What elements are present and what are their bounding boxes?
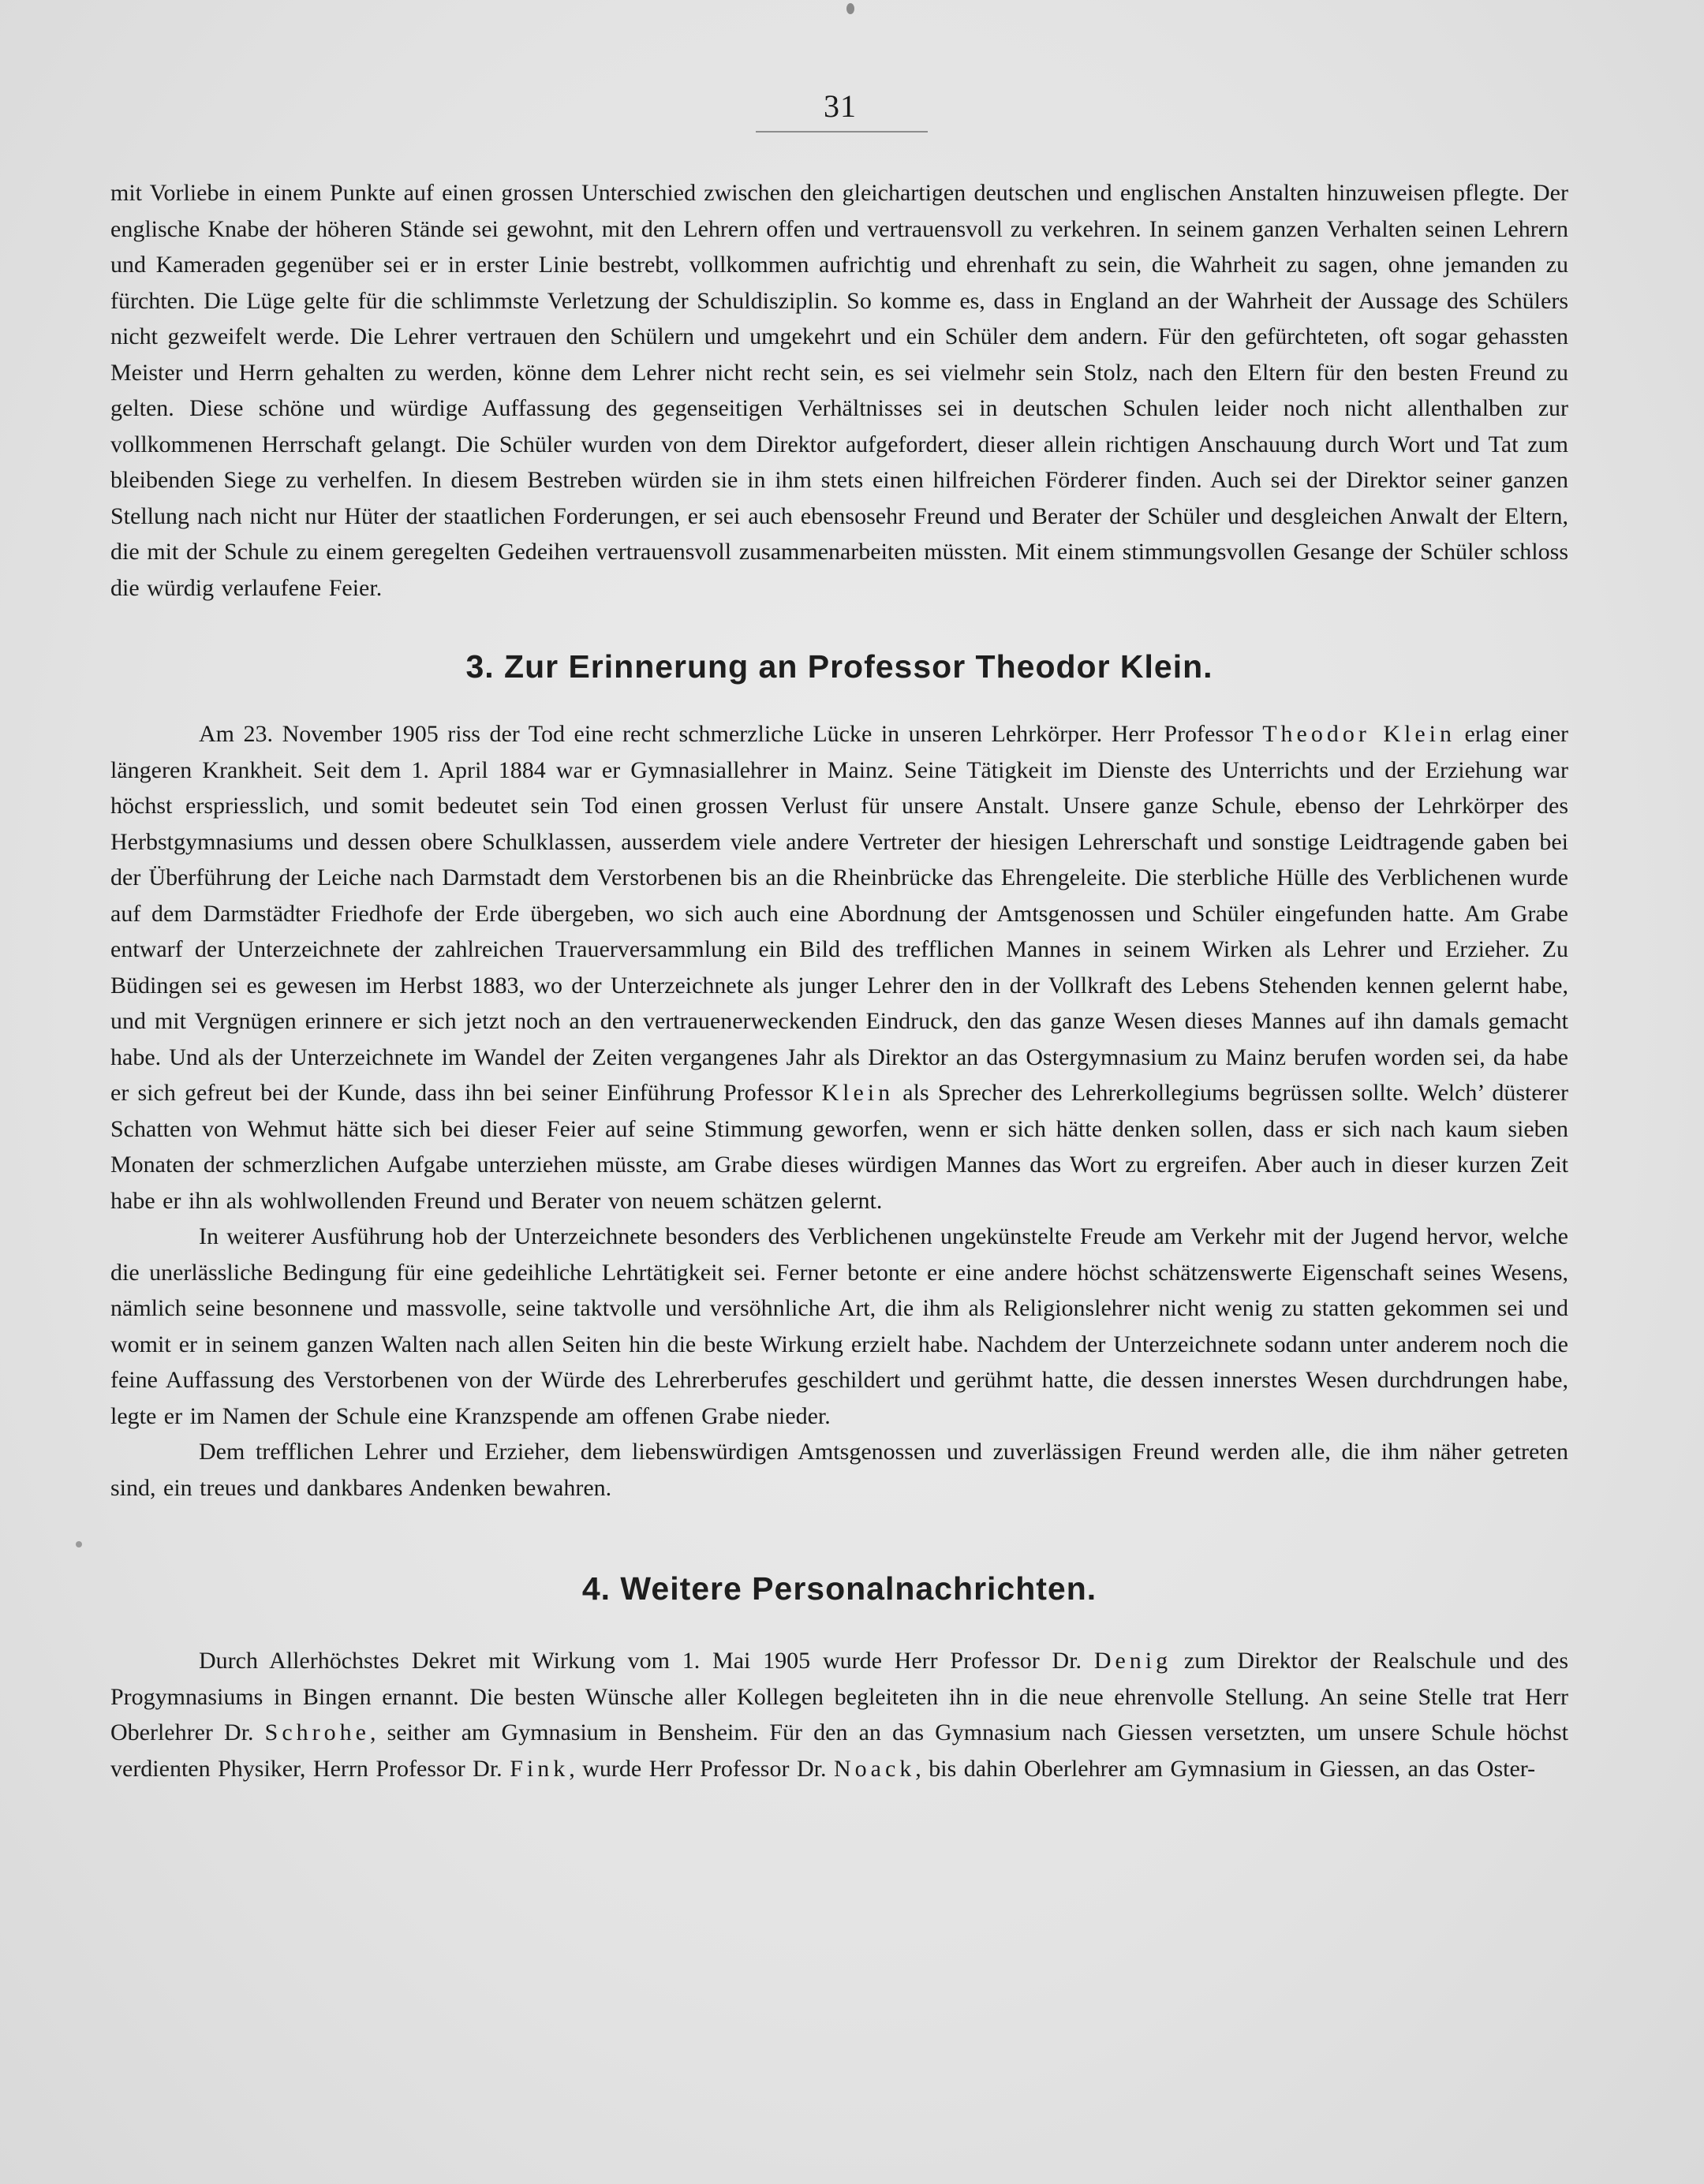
text-run: erlag einer längeren Krankheit. Seit dem 1. April 1884 war er Gymnasiallehrer in Mainz. Seine Tätigkeit im Dienste des Unterrichts und der Erziehung war höchst erspriesslich, und somit bedeutet sein Tod einen grossen Verlust für unsere Anstalt. Unsere ganze Schule, ebenso der Lehrkörper des Herbstgymnasiums und dessen obere Schulklassen, ausserdem viele andere Vertreter der hiesigen Lehrerschaft und sonstige Leidtragende gaben bei der Überführung der Leiche nach Darmstadt dem Verstorbenen bis an die Rheinbrücke das Ehrengeleite. Die sterbliche Hülle des Verblichenen wurde auf dem Darmstädter Friedhofe der Erde übergeben, wo sich auch eine Abordnung der Amtsgenossen und Schüler eingefunden hatte. Am Grabe entwarf der Unterzeichnete der zahlreichen Trauerversammlung ein Bild des trefflichen Mannes in seinem Wirken als Lehrer und Erzieher. Zu Büdingen sei es gewesen im Herbst 1883, wo der Unterzeichnete als junger Lehrer den in der Vollkraft des Lebens Stehenden kennen gelernt habe, und mit Vergnügen erinnere er sich jetzt noch an den vertrauenerweckenden Eindruck, den das ganze Wesen dieses Mannes auf ihn damals gemacht habe. Und als der Unterzeichnete im Wandel der Zeiten vergangenes Jahr als Direktor an das Ostergymnasium zu Mainz berufen worden sei, da habe er sich gefreut bei der Kunde, dass ihn bei seiner Einführung Professor [110, 721, 1569, 1106]
scan-speck [76, 1541, 82, 1547]
text-run: , seither am Gymnasium in Bensheim. Für den an das Gymnasium nach Giessen versetzten, um unsere Schule höchst verdienten Physiker, Herrn Professor Dr. [110, 1719, 1568, 1782]
section3-paragraph-3: Dem trefflichen Lehrer und Erzieher, dem liebenswürdigen Amtsgenossen und zuverlässigen Freund werden alle, die ihm näher getreten sind, ein treues und dankbares Andenken bewahren. [110, 1439, 1568, 1501]
page-content [110, 175, 1568, 1786]
scan-speck [846, 3, 854, 14]
intro-paragraph: mit Vorliebe in einem Punkte auf einen grossen Unterschied zwischen den gleichartigen deutschen und englischen Anstalten hinzuweisen pflegte. Der englische Knabe der höheren Stände sei gewohnt, mit den Lehrern offen und vertrauensvoll zu verkehren. In seinem ganzen Verhalten seinen Lehrern und Kameraden gegenüber sei er in erster Linie bestrebt, vollkommen aufrichtig und ehrenhaft zu sein, die Wahrheit zu sagen, ohne jemanden zu fürchten. Die Lüge gelte für die schlimmste Verletzung der Schuldisziplin. So komme es, dass in England an der Wahrheit der Aussage des Schülers nicht gezweifelt werde. Die Lehrer vertrauen den Schülern und umgekehrt und ein Schüler dem andern. Für den gefürchteten, oft sogar gehassten Meister und Herrn gehalten zu werden, könne dem Lehrer nicht recht sein, es sei vielmehr sein Stolz, nach den Eltern für den besten Freund zu gelten. Diese schöne und würdige Auffassung des gegenseitigen Verhältnisses sei in deutschen Schulen leider noch nicht allenthalben zur vollkommenen Herrschaft gelangt. Die Schüler wurden von dem Direktor aufgefordert, dieser allein richtigen Anschauung durch Wort und Tat zum bleibenden Siege zu verhelfen. In diesem Bestreben würden sie in ihm stets einen hilfreichen Förderer finden. Auch sei der Direktor seiner ganzen Stellung nach nicht nur Hüter der staatlichen Forderungen, er sei auch ebensosehr Freund und Berater der Schüler und desgleichen Anwalt der Eltern, die mit der Schule zu einem geregelten Gedeihen vertrauensvoll zusammenarbeiten müssten. Mit einem stimmungsvollen Gesange der Schüler schloss die würdig verlaufene Feier. [110, 180, 1568, 601]
text-run: , wurde Herr Professor Dr. [569, 1755, 834, 1782]
section3-paragraph-2: In weiterer Ausführung hob der Unterzeichnete besonders des Verblichenen ungekünstelte Freude am Verkehr mit der Jugend hervor, welche die unerlässliche Bedingung für eine gedeihliche Lehrtätigkeit sei. Ferner betonte er eine andere höchst schätzenswerte Eigenschaft seines Wesens, nämlich seine besonnene und massvolle, seine taktvolle und versöhnliche Art, die ihm als Religionslehrer nicht wenig zu statten gekommen sei und womit er in seinem ganzen Walten nach allen Seiten hin die beste Wirkung erzielt habe. Nachdem der Unterzeichnete sodann unter anderem noch die feine Auffassung des Verstorbenen von der Würde des Lehrerberufes geschildert und gerühmt hatte, die dessen innerstes Wesen durchdrungen habe, legte er im Namen der Schule eine Kranzspende am offenen Grabe nieder. [110, 1223, 1568, 1429]
spaced-name: Theodor Klein [1262, 721, 1456, 747]
spaced-name: Fink [510, 1755, 570, 1782]
section-heading-4: 4. Weitere Personalnachrichten. [581, 1570, 1097, 1607]
spaced-name: Klein [821, 1080, 895, 1106]
spaced-name: Denig [1093, 1648, 1172, 1674]
spaced-name: Noack [833, 1755, 916, 1782]
section-heading-3: 3. Zur Erinnerung an Professor Theodor Klein. [465, 648, 1213, 685]
text-run: Am 23. November 1905 riss der Tod eine recht schmerzliche Lücke in unseren Lehrkörper. Herr Professor [199, 721, 1263, 747]
page-number: 31 [824, 88, 857, 124]
text-run: als Sprecher des Lehrerkollegiums begrüssen sollte. Welch’ düsterer Schatten von Wehmut hätte sich bei dieser Feier auf seine Stimmung geworfen, wenn er sich hätte denken sollen, dass er sich nach kaum sieben Monaten der schmerzlichen Aufgabe unterziehen müsste, am Grabe dieses würdigen Mannes das Wort zu ergreifen. Aber auch in dieser kurzen Zeit habe er ihn als wohlwollenden Freund und Berater von neuem schätzen gelernt. [110, 1080, 1568, 1214]
page-number-rule [756, 131, 928, 133]
text-run: Durch Allerhöchstes Dekret mit Wirkung vom 1. Mai 1905 wurde Herr Professor Dr. [199, 1648, 1094, 1674]
text-run: zum Direktor der Realschule und des Progymnasiums in Bingen ernannt. Die besten Wünsche aller Kollegen begleiteten ihn in die neue ehrenvolle Stellung. An seine Stelle trat Herr Oberlehrer Dr. [110, 1648, 1568, 1745]
section4-paragraph-1 [110, 1643, 1568, 1786]
text-run: , bis dahin Oberlehrer am Gymnasium in Giessen, an das Oster- [915, 1755, 1536, 1782]
spaced-name: Schrohe [264, 1719, 370, 1745]
section3-paragraph-1 [110, 716, 1568, 1219]
